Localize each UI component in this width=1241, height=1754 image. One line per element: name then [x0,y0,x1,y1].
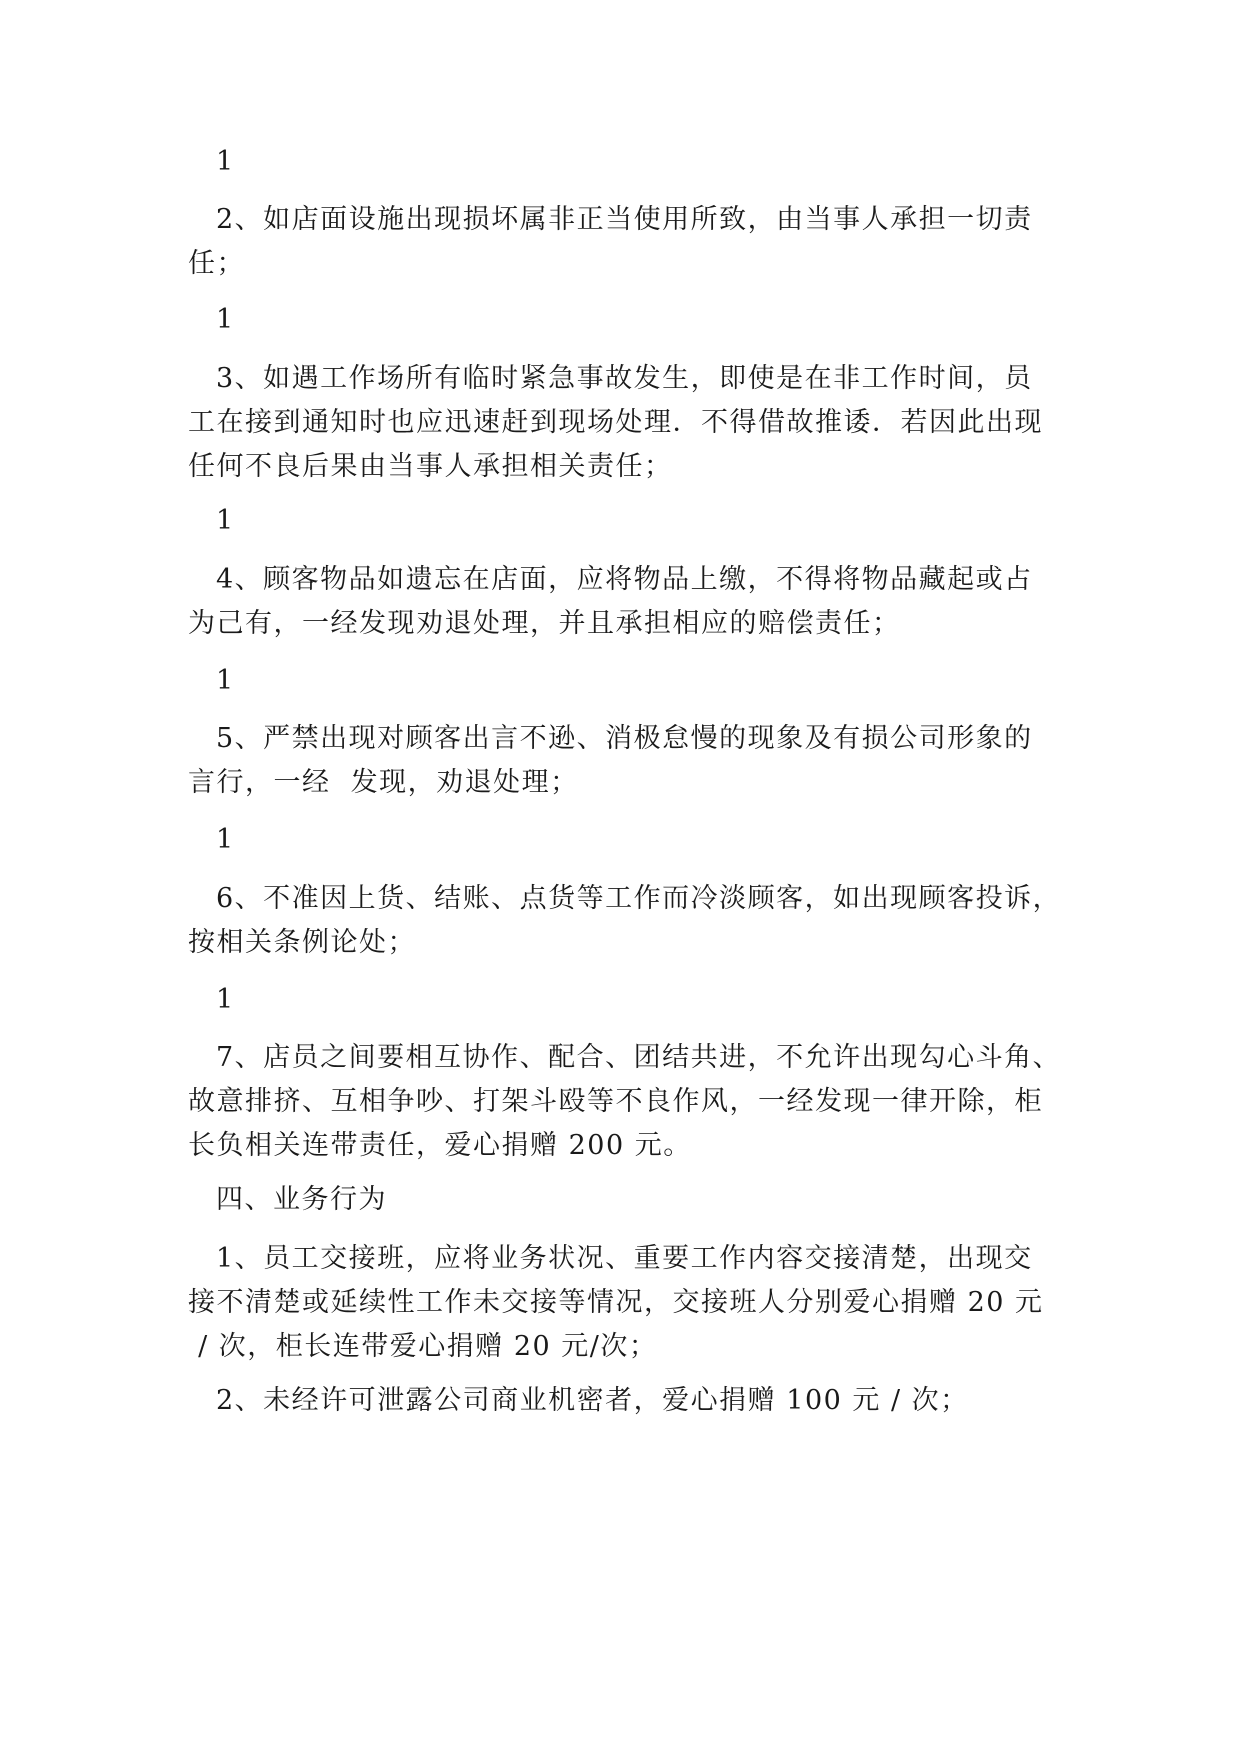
paragraph-4 [188,357,1058,489]
paragraph-9 [188,818,1058,862]
paragraph-line: 长负相关连带责任，爱心捐赠 200 元。 [188,1130,692,1161]
paragraph-line: 3、如遇工作场所有临时紧急事故发生，即使是在非工作时间，员 [216,363,1033,394]
paragraph-7 [188,659,1058,703]
paragraph-10 [188,877,1062,965]
paragraph-line: / 次，柜长连带爱心捐赠 20 元/次； [188,1331,658,1362]
paragraph-line: 1、员工交接班，应将业务状况、重要工作内容交接清楚，出现交 [216,1243,1033,1274]
paragraph-line: 1 [216,824,235,855]
paragraph-line: 1 [216,665,235,696]
paragraph-line: 6、不准因上货、结账、点货等工作而冷淡顾客，如出现顾客投诉， [216,883,1062,914]
paragraph-line: 1 [216,146,235,177]
paragraph-line: 1 [216,505,235,536]
paragraph-2 [188,198,1058,286]
paragraph-line: 按相关条例论处； [188,927,416,958]
paragraph-13 [188,1237,1058,1369]
paragraph-1 [188,140,1058,184]
paragraph-5 [188,499,1058,543]
paragraph-line: 1 [216,304,235,335]
paragraph-11 [188,978,1058,1022]
paragraph-line: 言行，一经 发现，劝退处理； [188,767,579,798]
paragraph-line: 1 [216,984,235,1015]
paragraph-line: 任； [188,248,245,279]
paragraph-line: 故意排挤、互相争吵、打架斗殴等不良作风，一经发现一律开除，柜 [188,1086,1043,1117]
paragraph-line: 工在接到通知时也应迅速赶到现场处理．不得借故推诿．若因此出现 [188,407,1043,438]
paragraph-8 [188,717,1058,805]
paragraph-line: 四、业务行为 [216,1184,387,1215]
paragraph-3 [188,298,1058,342]
paragraph-12 [188,1036,1062,1168]
paragraph-line: 5、严禁出现对顾客出言不逊、消极怠慢的现象及有损公司形象的 [216,723,1033,754]
paragraph-line: 2、未经许可泄露公司商业机密者，爱心捐赠 100 元 / 次； [216,1385,969,1416]
paragraph-line: 7、店员之间要相互协作、配合、团结共进，不允许出现勾心斗角、 [216,1042,1062,1073]
paragraph-line: 接不清楚或延续性工作未交接等情况，交接班人分别爱心捐赠 20 元 [188,1287,1044,1318]
paragraph-line: 任何不良后果由当事人承担相关责任； [188,451,673,482]
paragraph-line: 为己有，一经发现劝退处理，并且承担相应的赔偿责任； [188,608,901,639]
paragraph-line: 4、顾客物品如遗忘在店面，应将物品上缴，不得将物品藏起或占 [216,564,1033,595]
paragraph-line: 2、如店面设施出现损坏属非正当使用所致，由当事人承担一切责 [216,204,1033,235]
section-heading [188,1178,1058,1222]
paragraph-14 [188,1379,1058,1423]
paragraph-6 [188,558,1058,646]
